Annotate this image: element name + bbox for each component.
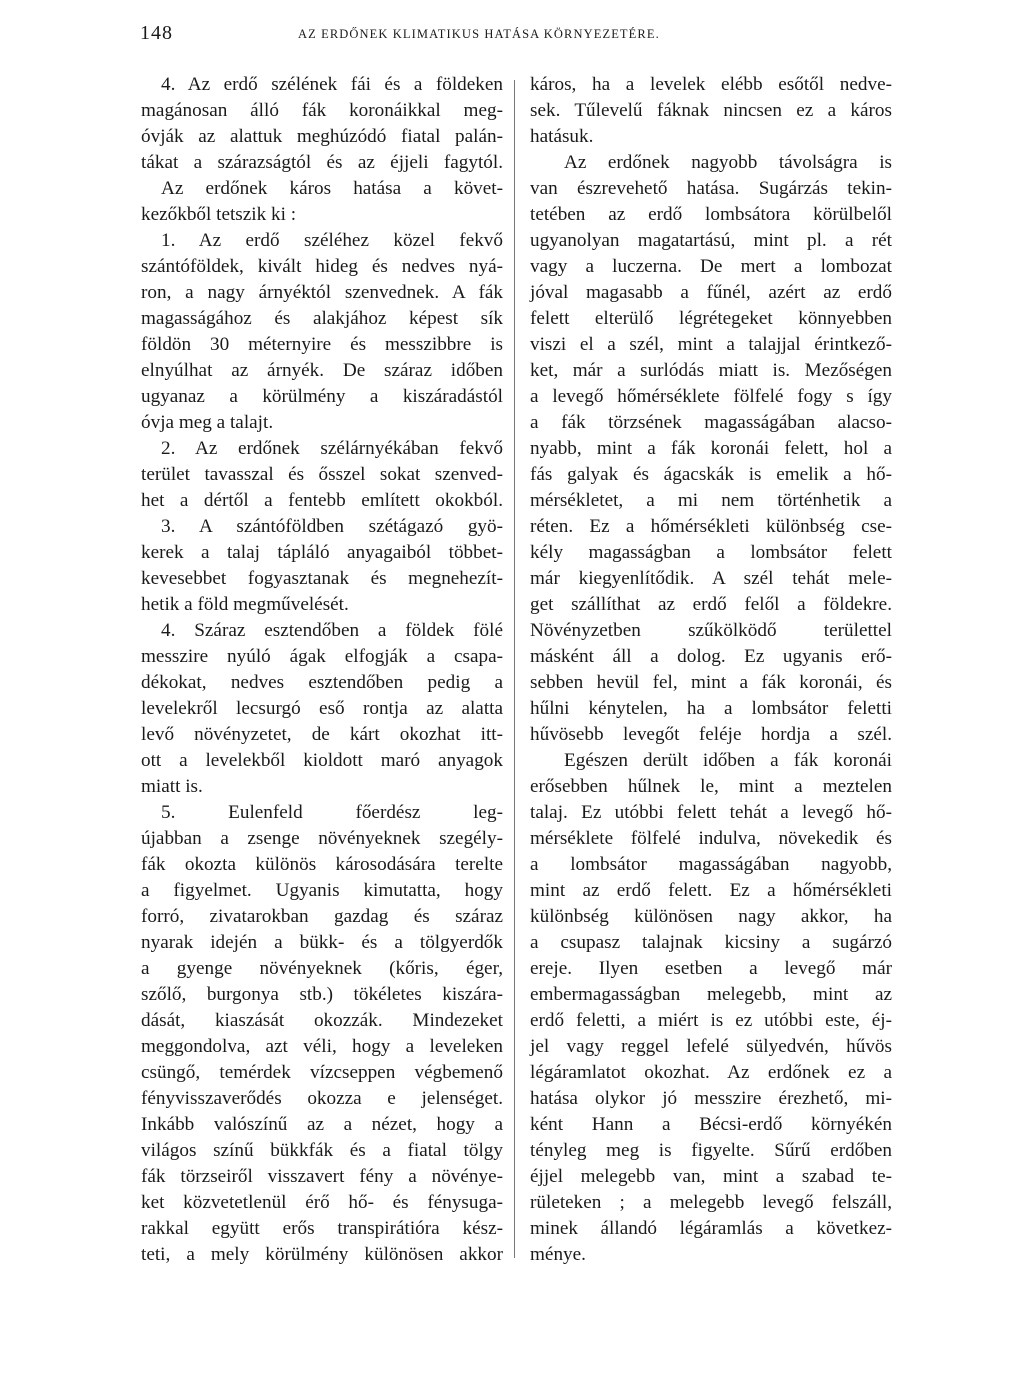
text-line: miatt is. [141,776,203,797]
text-line: tákat a szárazságtól és az éjjeli fagytól. [141,152,503,173]
text-line: 2. Az erdőnek szélárnyékában fekvő [161,438,503,459]
text-line: a csupasz talajnak kicsiny a sugárzó [530,932,892,953]
text-line: a figyelmet. Ugyanis kimutatta, hogy [141,880,503,901]
text-line: erdő feletti, a miért is ez utóbbi este, éj- [530,1010,892,1031]
column-divider [514,80,515,1258]
page-header [140,22,896,52]
text-line: a levegő hőmérséklete fölfelé fogy s így [530,386,892,407]
text-line: vagy a luczerna. De mert a lombozat [530,256,892,277]
text-line: Az erdőnek káros hatása a követ- [161,178,503,199]
text-line: réten. Ez a hőmérsékleti különbség cse- [530,516,892,537]
right-column [530,72,892,1268]
text-line: rületeken ; a melegebb levegő felszáll, [530,1192,892,1213]
text-line: dását, kiaszását okozzák. Mindezeket [141,1010,503,1031]
text-line: mérsékletet, a mi nem történhetik a [530,490,892,511]
text-line: magasságához és alakjához képest sík [141,308,503,329]
text-line: hatásuk. [530,126,594,147]
text-line: szántóföldek, kivált hideg és nedves nyá- [141,256,503,277]
text-line: csüngő, temérdek vízcseppen végbemenő [141,1062,503,1083]
text-line: kezőkből tetszik ki : [141,204,297,225]
text-line: ugyanolyan magatartású, mint pl. a rét [530,230,892,251]
text-line: ott a levelekből kioldott maró anyagok [141,750,503,771]
text-line: 3. A szántóföldben szétágazó gyö- [161,516,503,537]
text-line: teti, a mely körülmény különösen akkor [141,1244,503,1265]
text-line: tetében az erdő lombsátora körülbelől [530,204,892,225]
text-line: hatása olykor jó messzire érezhető, mi- [530,1088,892,1109]
text-line: káros, ha a levelek elébb esőtől nedve- [530,74,892,95]
text-line: messzire nyúló ágak elfogják a csapa- [141,646,503,667]
text-line: levő növényzetet, de kárt okozhat itt- [141,724,503,745]
text-line: hűvösebb levegőt feléje hordja a szél. [530,724,892,745]
text-line: get szállíthat az erdő felől a földekre. [530,594,892,615]
text-line: van észrevehető hatása. Sugárzás tekin- [530,178,892,199]
text-line: forró, zivatarokban gazdag és száraz [141,906,503,927]
text-line: ket közvetetlenül érő hő- és fénysuga- [141,1192,503,1213]
text-line: éjjel melegebb van, mint a szabad te- [530,1166,892,1187]
left-column [141,72,503,1268]
text-line: viszi el a szél, mint a talajjal érintkező- [530,334,892,355]
text-line: világos színű bükkfák és a fiatal tölgy [141,1140,503,1161]
text-line: a gyenge növényeknek (kőris, éger, [141,958,503,979]
text-line: Egészen derült időben a fák koronái [564,750,892,771]
text-line: Az erdőnek nagyobb távolságra is [564,152,892,173]
text-line: het a dértől a fentebb említett okokból. [141,490,503,511]
text-line: sek. Tűlevelű fáknak nincsen ez a káros [530,100,892,121]
text-line: 1. Az erdő széléhez közel fekvő [161,230,503,251]
text-line: a fák törzsének magasságában alacso- [530,412,892,433]
text-line: Növényzetben szűkölködő területtel [530,620,892,641]
text-line: tényleg meg is figyelte. Sűrű erdőben [530,1140,892,1161]
text-line: hetik a föld megművelését. [141,594,349,615]
text-line: ként Hann a Bécsi-erdő környékén [530,1114,892,1135]
text-line: jóval magasabb a fűnél, azért az erdő [530,282,892,303]
text-line: mint az erdő felett. Ez a hőmérsékleti [530,880,892,901]
text-line: 5. Eulenfeld főerdész leg- [161,802,503,823]
text-line: újabban a zsenge növényeknek szegély- [141,828,503,849]
text-line: fényvisszaverődés okozza e jelenséget. [141,1088,503,1109]
text-line: dékokat, nedves esztendőben pedig a [141,672,503,693]
text-line: erősebben hűlnek le, mint a meztelen [530,776,892,797]
text-line: elnyúlhat az árnyék. De száraz időben [141,360,503,381]
text-line: mérséklete fölfelé indulva, növekedik és [530,828,892,849]
text-line: ménye. [530,1244,586,1265]
text-line: már kiegyenlítődik. A szél tehát mele- [530,568,892,589]
text-line: ereje. Ilyen esetben a levegő már [530,958,892,979]
text-line: ket, már a surlódás miatt is. Mezőségen [530,360,892,381]
text-line: embermagasságban melegebb, mint az [530,984,892,1005]
text-line: Inkább valószínű az a nézet, hogy a [141,1114,503,1135]
text-line: meggondolva, azt véli, hogy a leveleken [141,1036,503,1057]
text-line: sebben hevül fel, mint a fák koronái, és [530,672,892,693]
text-line: nyabb, mint a fák koronái felett, hol a [530,438,892,459]
text-line: nyarak idején a bükk- és a tölgyerdők [141,932,503,953]
text-line: magánosan álló fák koronáikkal meg- [141,100,503,121]
text-line: kevesebbet fogyasztanak és megnehezít- [141,568,503,589]
text-line: terület tavasszal és ősszel sokat szenved- [141,464,503,485]
text-line: fás galyak és ágacskák is emelik a hő- [530,464,892,485]
text-line: hűlni kénytelen, ha a lombsátor feletti [530,698,892,719]
text-line: talaj. Ez utóbbi felett tehát a levegő hő- [530,802,892,823]
text-line: rakkal együtt erős transpirátióra kész- [141,1218,503,1239]
text-line: különbség különösen nagy akkor, ha [530,906,892,927]
text-line: óvják az alattuk meghúzódó fiatal palán- [141,126,503,147]
running-title: AZ ERDŐNEK KLIMATIKUS HATÁSA KÖRNYEZETÉRE. [298,27,660,41]
text-line: kerek a talaj tápláló anyagaiból többet- [141,542,503,563]
text-line: ugyanaz a körülmény a kiszáradástól [141,386,503,407]
text-line: fák okozta különös károsodására terelte [141,854,503,875]
text-line: levelekről lecsurgó eső rontja az alatta [141,698,503,719]
text-line: kély magasságban a lombsátor felett [530,542,892,563]
text-line: fák törzseiről visszavert fény a növénye- [141,1166,503,1187]
text-line: felett elterülő légrétegeket könnyebben [530,308,892,329]
text-line: másként áll a dolog. Ez ugyanis erő- [530,646,892,667]
text-line: 4. Száraz esztendőben a földek fölé [161,620,503,641]
text-line: légáramlatot okozhat. Az erdőnek ez a [530,1062,892,1083]
text-line: a lombsátor magasságában nagyobb, [530,854,892,875]
text-line: jel vagy reggel lefelé sülyedvén, hűvös [530,1036,892,1057]
text-line: földön 30 méternyire és messzibbre is [141,334,503,355]
page-number: 148 [140,22,173,44]
text-line: óvja meg a talajt. [141,412,274,433]
text-line: 4. Az erdő szélének fái és a földeken [161,74,503,95]
text-line: minek állandó légáramlás a következ- [530,1218,892,1239]
text-line: szőlő, burgonya stb.) tökéletes kiszára- [141,984,503,1005]
text-line: ron, a nagy árnyéktól szenvednek. A fák [141,282,503,303]
